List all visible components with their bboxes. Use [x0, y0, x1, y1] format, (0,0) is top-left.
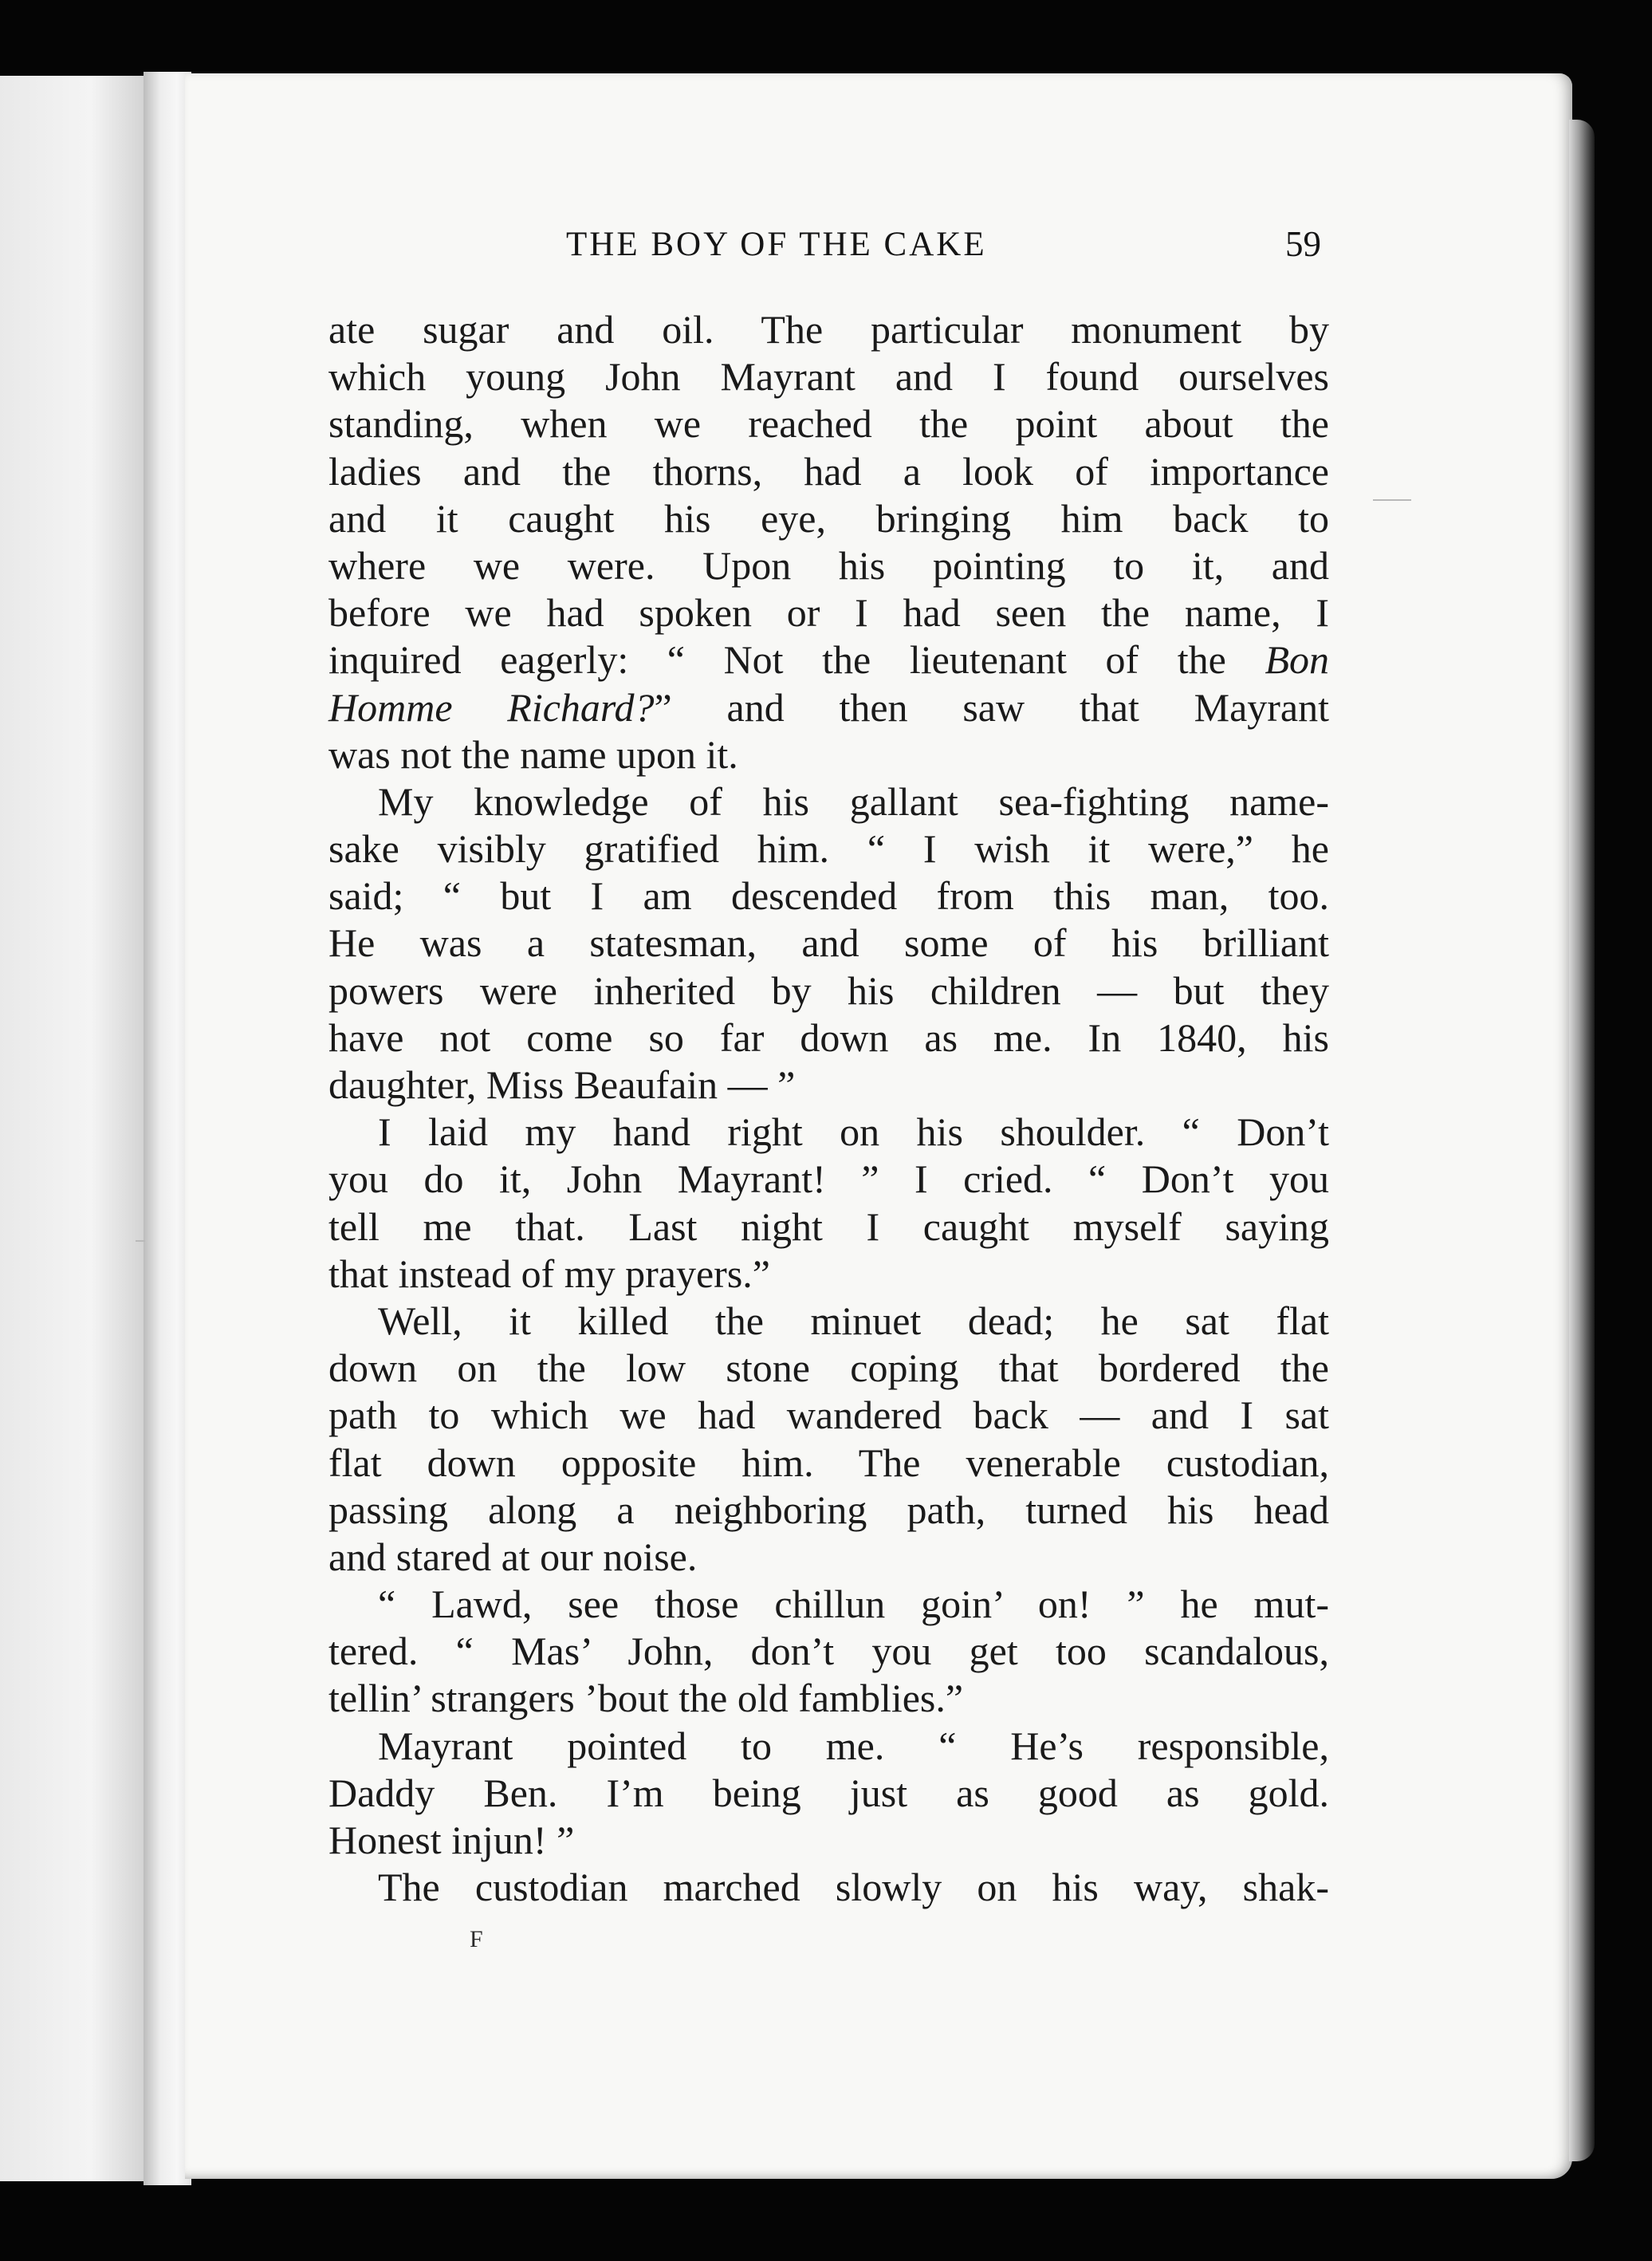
paragraph-start: “ Lawd, see those chillun goin’ on! ” he mut-: [378, 1582, 1329, 1627]
ship-name-italic: Homme Richard?: [328, 684, 655, 730]
text-line: Daddy Ben. I’m being just as good as gold.: [328, 1770, 1329, 1815]
text-line: and stared at our noise.: [328, 1534, 698, 1579]
text-line: powers were inherited by his children — but they: [328, 967, 1329, 1013]
margin-mark: [136, 1240, 145, 1242]
text-line: tered. “ Mas’ John, don’t you get too scandalous,: [328, 1629, 1329, 1674]
text-line: standing, when we reached the point about the: [328, 401, 1329, 447]
text-line: you do it, John Mayrant! ” I cried. “ Don’t you: [328, 1156, 1329, 1202]
text-line: which young John Mayrant and I found ourselves: [328, 354, 1329, 400]
body-text: [328, 306, 1329, 1911]
text-line: inquired eagerly: “ Not the lieutenant of the Bon: [328, 637, 1329, 683]
margin-mark: [1373, 499, 1411, 501]
text-line: was not the name upon it.: [328, 731, 738, 777]
text-line: where we were. Upon his pointing to it, and: [328, 542, 1329, 588]
text-line: tellin’ strangers ’bout the old famblies.”: [328, 1676, 964, 1721]
text-line: that instead of my prayers.”: [328, 1251, 770, 1296]
paragraph-start: The custodian marched slowly on his way, shak-: [378, 1865, 1329, 1910]
text-line: passing along a neighboring path, turned his head: [328, 1487, 1329, 1532]
text-line: path to which we had wandered back — and I sat: [328, 1392, 1329, 1438]
facing-page-edge: [0, 76, 151, 2181]
text-line: flat down opposite him. The venerable custodian,: [328, 1440, 1329, 1485]
text-line: tell me that. Last night I caught myself saying: [328, 1203, 1329, 1249]
text-line: daughter, Miss Beaufain — ”: [328, 1062, 796, 1107]
page-fore-edge: [1569, 120, 1595, 2161]
text-line: have not come so far down as me. In 1840, his: [328, 1014, 1329, 1060]
text-line: and it caught his eye, bringing him back to: [328, 495, 1329, 541]
paragraph-start: I laid my hand right on his shoulder. “ Don’t: [378, 1109, 1329, 1155]
ship-name-italic: Bon: [1265, 637, 1329, 683]
text-line: Homme Richard?” and then saw that Mayrant: [328, 684, 1329, 730]
text-line: Honest injun! ”: [328, 1818, 575, 1862]
text-line: ladies and the thorns, had a look of importance: [328, 448, 1329, 494]
text-line: said; “ but I am descended from this man, too.: [328, 873, 1329, 919]
paragraph-start: Mayrant pointed to me. “ He’s responsible,: [378, 1723, 1329, 1768]
page-number: 59: [1285, 224, 1321, 264]
paragraph-start: My knowledge of his gallant sea-fighting name-: [378, 778, 1329, 824]
text-line: He was a statesman, and some of his brilliant: [328, 920, 1329, 966]
book-gutter: [144, 72, 191, 2185]
text-line: down on the low stone coping that bordered the: [328, 1345, 1329, 1391]
paragraph-start: Well, it killed the minuet dead; he sat flat: [378, 1298, 1329, 1343]
text-line: sake visibly gratified him. “ I wish it were,” he: [328, 826, 1329, 872]
text-line: before we had spoken or I had seen the name, I: [328, 590, 1329, 636]
text-line: ate sugar and oil. The particular monument by: [328, 307, 1329, 352]
running-head: THE BOY OF THE CAKE: [566, 226, 987, 263]
signature-mark: F: [470, 1926, 483, 1952]
